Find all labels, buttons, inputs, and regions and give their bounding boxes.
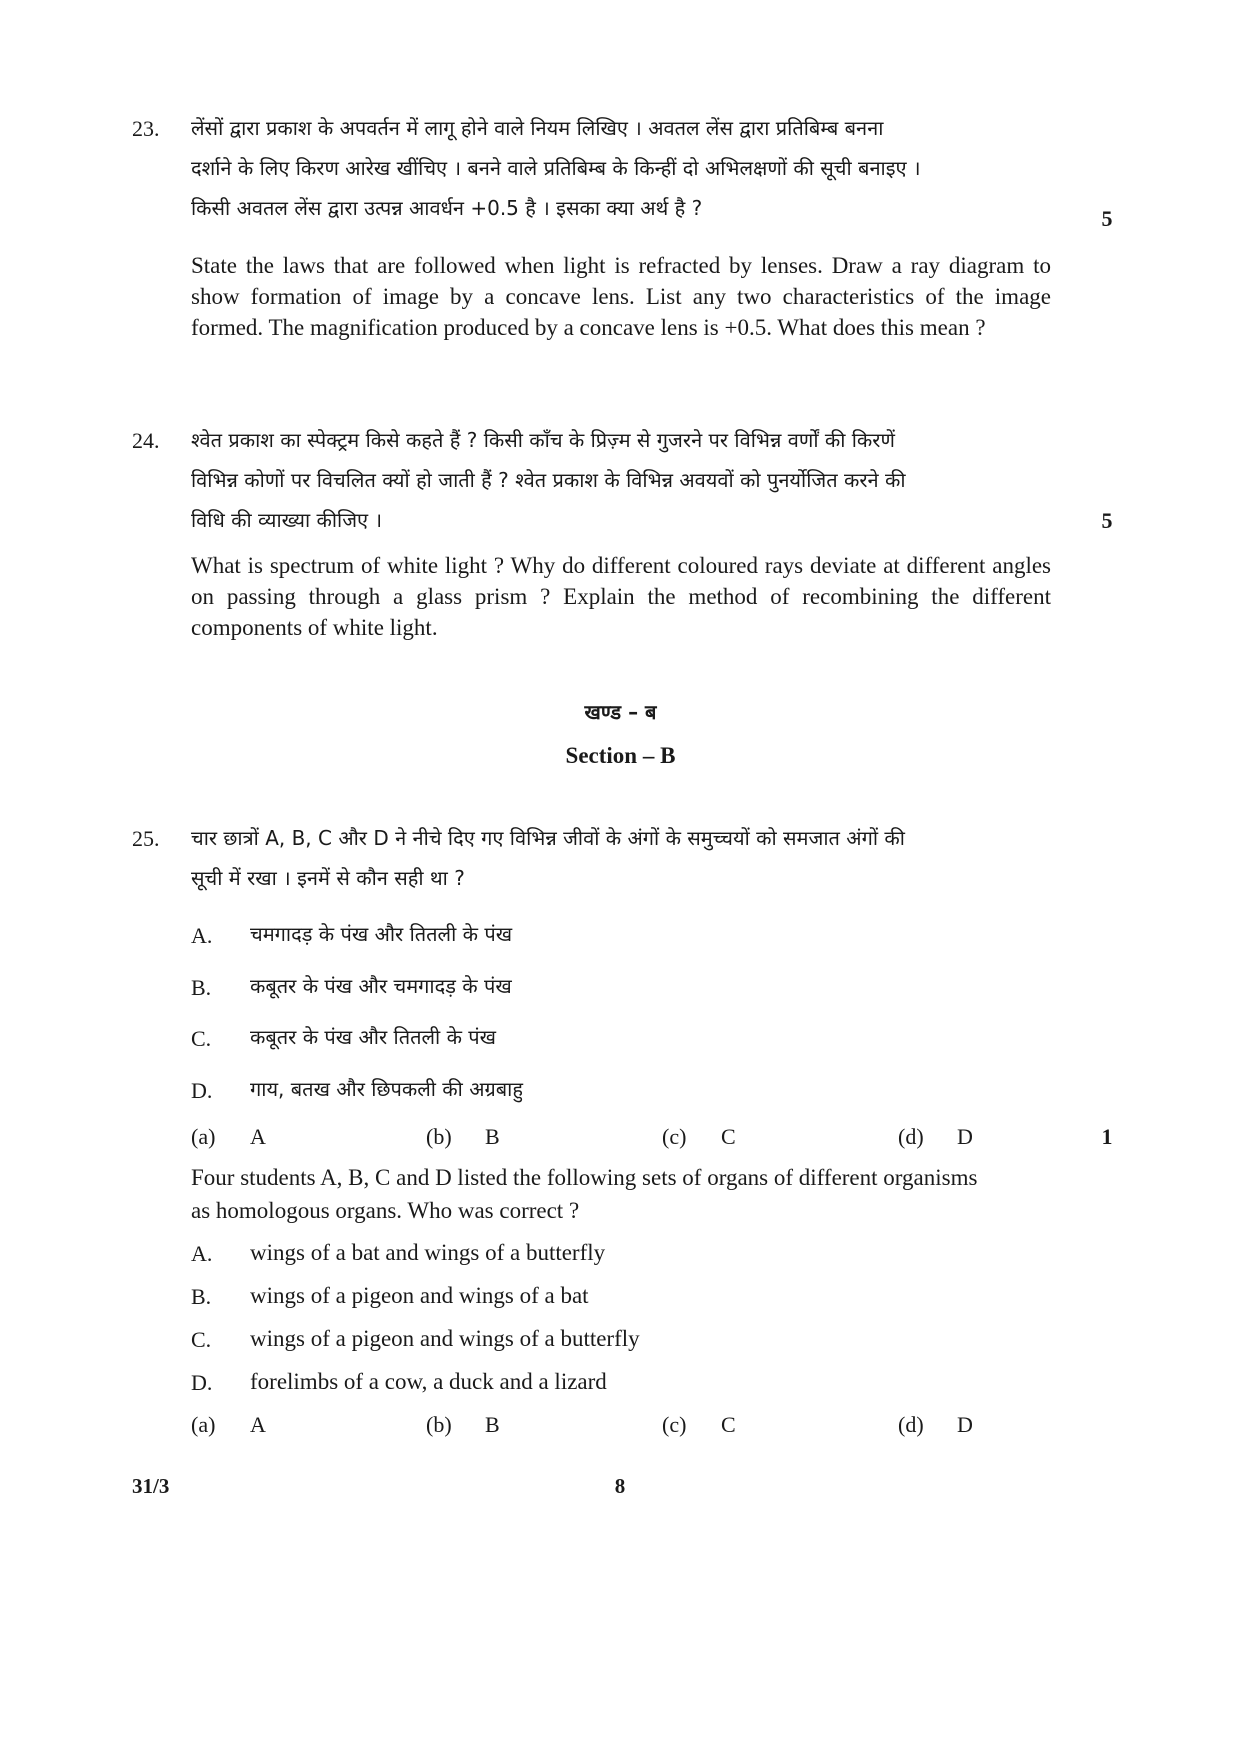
q25-hi-option-c-text: कबूतर के पंख और तितली के पंख xyxy=(250,1025,497,1049)
q25-en-choice-d-value: D xyxy=(957,1412,973,1437)
q24-hindi-line-3: विधि की व्याख्या कीजिए । xyxy=(191,508,383,532)
q25-en-option-a-letter: A. xyxy=(191,1241,213,1266)
q25-english-line-1: Four students A, B, C and D listed the following sets of organs of different organisms xyxy=(191,1165,978,1190)
q25-choice-a-value: A xyxy=(250,1124,266,1149)
q23-number: 23. xyxy=(132,116,160,141)
q25-en-option-b-text: wings of a pigeon and wings of a bat xyxy=(250,1283,589,1308)
section-heading-hindi: खण्ड – ब xyxy=(584,700,657,724)
q25-marks: 1 xyxy=(1101,1124,1113,1149)
q25-choice-a-label: (a) xyxy=(191,1124,216,1149)
q25-en-choice-d-label: (d) xyxy=(898,1412,924,1437)
q25-choice-d-label: (d) xyxy=(898,1124,924,1149)
q25-hi-option-a-text: चमगादड़ के पंख और तितली के पंख xyxy=(250,922,513,946)
q25-en-choice-a-value: A xyxy=(250,1412,266,1437)
q25-en-choice-b-label: (b) xyxy=(426,1412,452,1437)
q25-choice-c-value: C xyxy=(721,1124,736,1149)
q25-hi-option-d-text: गाय, बतख और छिपकली की अग्रबाहु xyxy=(250,1077,523,1101)
section-heading-english: Section – B xyxy=(565,743,676,768)
q25-choice-d-value: D xyxy=(957,1124,973,1149)
q25-choice-c-label: (c) xyxy=(662,1124,687,1149)
q24-hindi-line-2: विभिन्न कोणों पर विचलित क्यों हो जाती हैं ? श्वेत प्रकाश के विभिन्न अवयवों को पुनर्योजित करने की xyxy=(191,468,906,492)
q25-english xyxy=(191,1162,1051,1228)
q25-choice-b-value: B xyxy=(485,1124,500,1149)
q25-en-option-b-letter: B. xyxy=(191,1284,212,1309)
q25-choice-b-label: (b) xyxy=(426,1124,452,1149)
page-number: 8 xyxy=(614,1474,626,1498)
q25-en-option-c-letter: C. xyxy=(191,1327,212,1352)
q23-english: State the laws that are followed when light is refracted by lenses. Draw a ray diagram to show formation of image by a concave lens. List any two characteristics of the image formed. The magnification produced by a concave lens is +0.5. What does this mean ? xyxy=(191,253,1051,340)
q23-hindi-line-3: किसी अवतल लेंस द्वारा उत्पन्न आवर्धन +0.5 है । इसका क्या अर्थ है ? xyxy=(191,196,703,220)
q23-hindi-line-2: दर्शाने के लिए किरण आरेख खींचिए । बनने वाले प्रतिबिम्ब के किन्हीं दो अभिलक्षणों की सूची बनाइए । xyxy=(191,156,921,180)
q23-hindi xyxy=(191,108,1051,228)
q24-marks: 5 xyxy=(1101,508,1113,533)
q25-number: 25. xyxy=(132,826,160,851)
q25-en-option-d-letter: D. xyxy=(191,1370,213,1395)
q25-en-choice-c-value: C xyxy=(721,1412,736,1437)
q25-hi-option-d-letter: D. xyxy=(191,1078,213,1103)
q24-number: 24. xyxy=(132,428,160,453)
q25-hindi-line-1: चार छात्रों A, B, C और D ने नीचे दिए गए विभिन्न जीवों के अंगों के समुच्चयों को समजात अंगों की xyxy=(191,826,905,850)
q25-hi-option-b-text: कबूतर के पंख और चमगादड़ के पंख xyxy=(250,974,512,998)
q24-english: What is spectrum of white light ? Why do different coloured rays deviate at different angles on passing through a glass prism ? Explain the method of recombining the different components of white light. xyxy=(191,553,1051,640)
q25-en-option-a-text: wings of a bat and wings of a butterfly xyxy=(250,1240,606,1265)
q25-hindi-line-2: सूची में रखा । इनमें से कौन सही था ? xyxy=(191,866,465,890)
q24-hindi-line-1: श्वेत प्रकाश का स्पेक्ट्रम किसे कहते हैं ? किसी काँच के प्रिज़्म से गुजरने पर विभिन्न वर्णों की किरणें xyxy=(191,428,895,452)
q25-hi-option-c-letter: C. xyxy=(191,1026,212,1051)
q25-hi-option-b-letter: B. xyxy=(191,975,212,1000)
q25-english-line-2: as homologous organs. Who was correct ? xyxy=(191,1198,580,1223)
q25-en-option-c-text: wings of a pigeon and wings of a butterfly xyxy=(250,1326,640,1351)
q25-en-option-d-text: forelimbs of a cow, a duck and a lizard xyxy=(250,1369,607,1394)
q25-en-choice-c-label: (c) xyxy=(662,1412,687,1437)
q25-en-choice-b-value: B xyxy=(485,1412,500,1437)
q25-hindi xyxy=(191,818,1051,898)
q24-hindi xyxy=(191,420,1051,540)
paper-code: 31/3 xyxy=(132,1474,170,1498)
q25-hi-option-a-letter: A. xyxy=(191,923,213,948)
q23-marks: 5 xyxy=(1101,206,1113,231)
q23-hindi-line-1: लेंसों द्वारा प्रकाश के अपवर्तन में लागू होने वाले नियम लिखिए । अवतल लेंस द्वारा प्रतिबिम्ब बनना xyxy=(191,116,884,140)
q25-en-choice-a-label: (a) xyxy=(191,1412,216,1437)
